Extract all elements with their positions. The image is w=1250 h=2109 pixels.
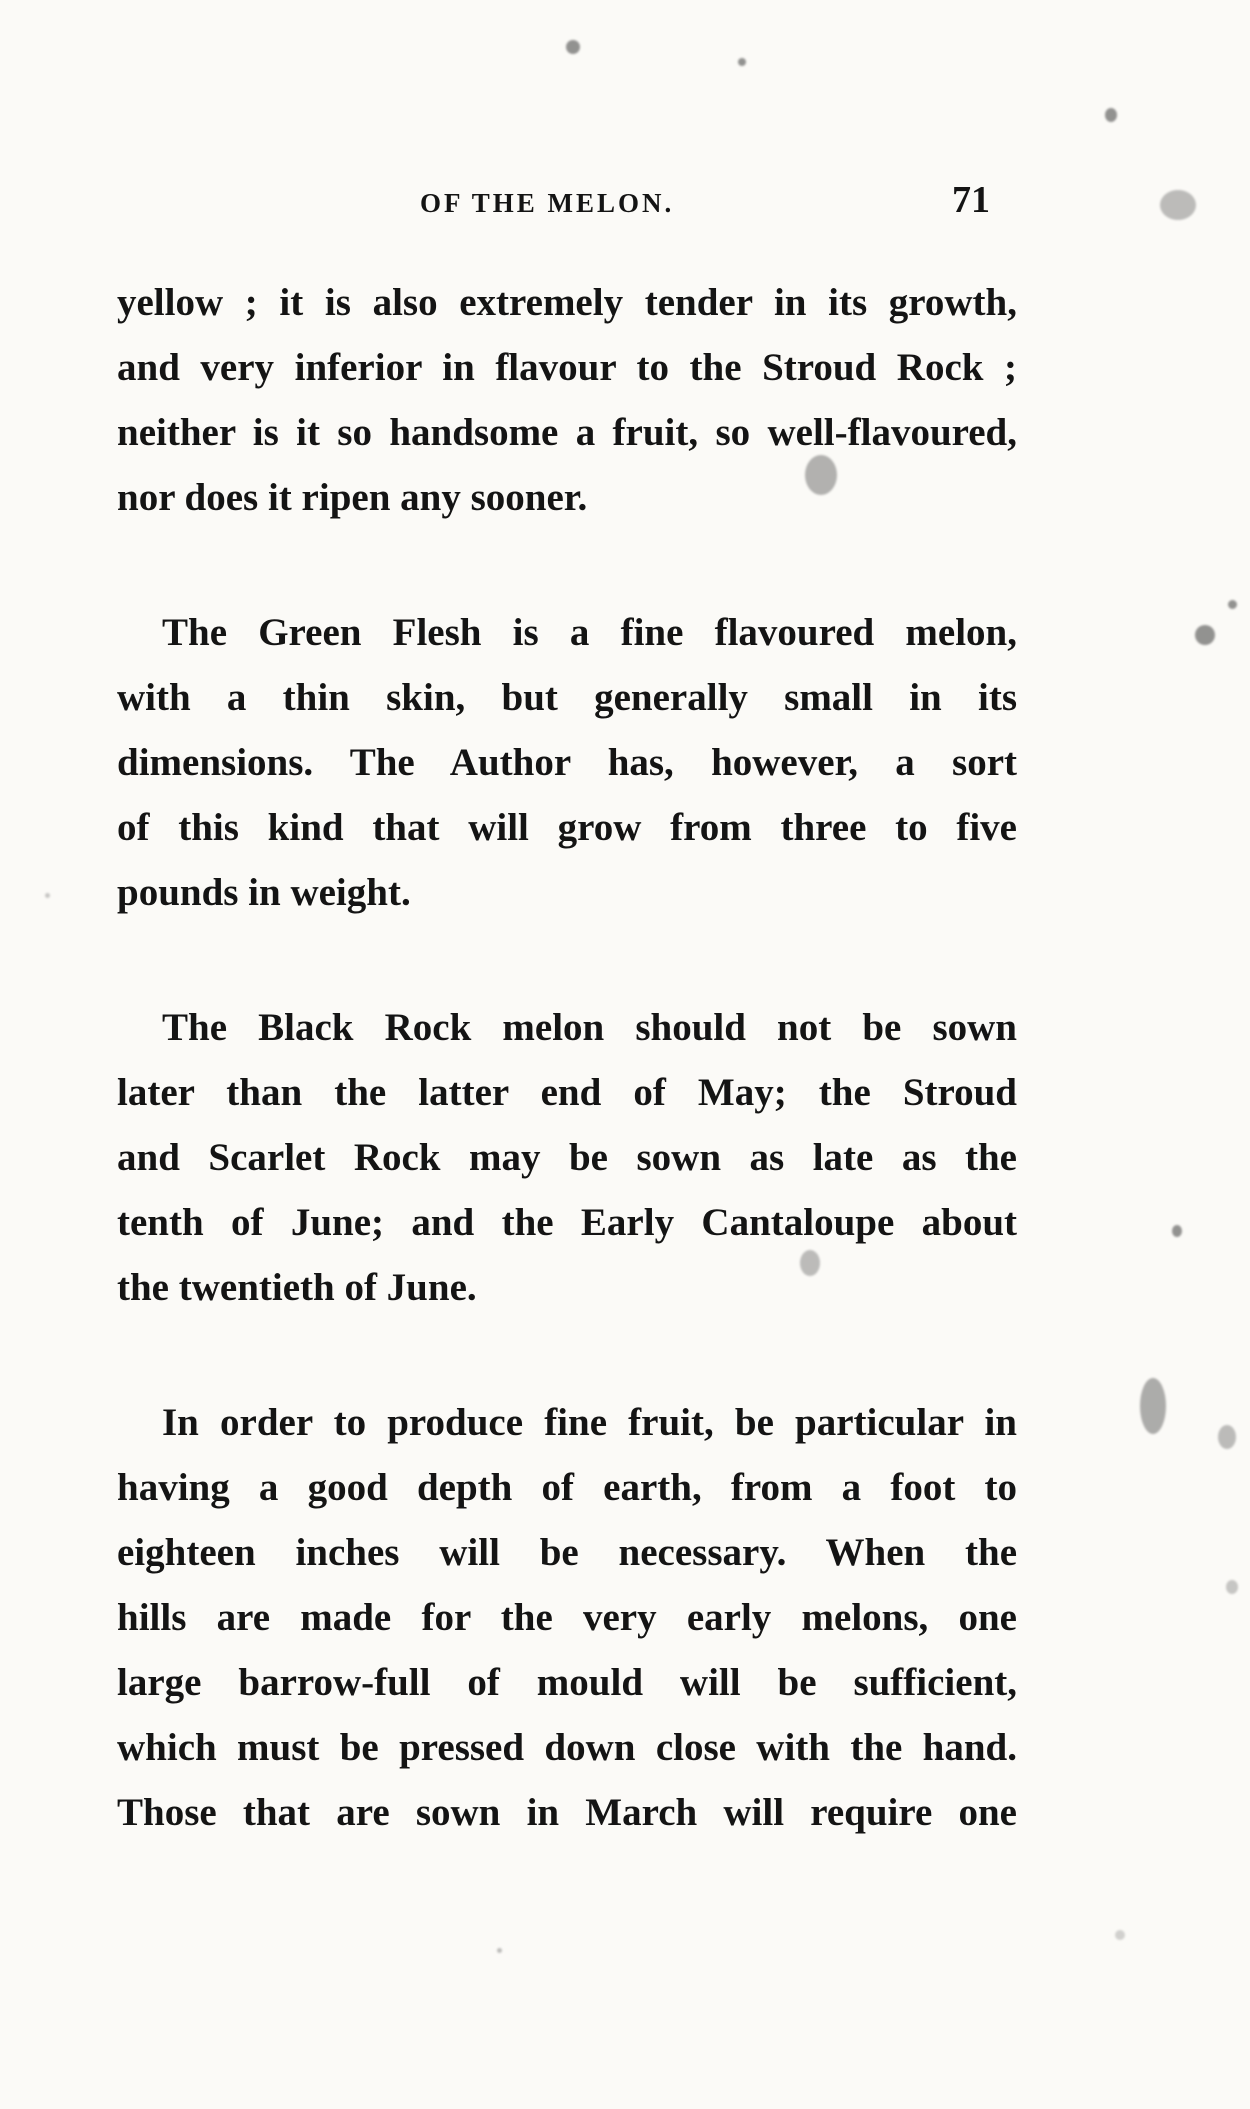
text-line: yellow ; it is also extremely tender in its growth, <box>117 281 1017 324</box>
text-line: which must be pressed down close with the hand. <box>117 1726 1017 1769</box>
foxing-spot <box>1172 1225 1182 1237</box>
foxing-spot <box>566 40 580 54</box>
foxing-spot <box>738 58 746 66</box>
text-line: the twentieth of June. <box>117 1266 477 1309</box>
page-number: 71 <box>952 179 990 221</box>
body-text <box>117 270 1017 1915</box>
foxing-spot <box>1140 1378 1166 1434</box>
text-line: In order to produce fine fruit, be particular in <box>162 1401 1017 1444</box>
text-line: dimensions. The Author has, however, a sort <box>117 741 1017 784</box>
paragraph <box>117 995 1017 1320</box>
foxing-spot <box>1105 108 1117 122</box>
text-line: eighteen inches will be necessary. When the <box>117 1531 1017 1574</box>
text-line: later than the latter end of May; the Stroud <box>117 1071 1017 1114</box>
page-header <box>0 178 1250 228</box>
text-line: and very inferior in flavour to the Stroud Rock ; <box>117 346 1017 389</box>
paragraph <box>117 600 1017 925</box>
text-line: nor does it ripen any sooner. <box>117 476 588 519</box>
text-line: The Black Rock melon should not be sown <box>162 1006 1017 1049</box>
text-line: tenth of June; and the Early Cantaloupe about <box>117 1201 1017 1244</box>
foxing-spot <box>1228 600 1237 609</box>
foxing-spot <box>1195 625 1215 645</box>
text-line: pounds in weight. <box>117 871 411 914</box>
text-line: having a good depth of earth, from a foot to <box>117 1466 1017 1509</box>
text-line: Those that are sown in March will require one <box>117 1791 1017 1834</box>
paragraph <box>117 1390 1017 1845</box>
text-line: neither is it so handsome a fruit, so well-flavoured, <box>117 411 1017 454</box>
text-line: The Green Flesh is a fine flavoured melon, <box>162 611 1017 654</box>
text-line: of this kind that will grow from three to five <box>117 806 1017 849</box>
foxing-spot <box>45 893 50 898</box>
foxing-spot <box>1226 1580 1238 1594</box>
text-line: large barrow-full of mould will be sufficient, <box>117 1661 1017 1704</box>
foxing-spot <box>497 1948 502 1953</box>
running-head: OF THE MELON. <box>420 188 675 218</box>
foxing-spot <box>1115 1930 1125 1940</box>
text-line: hills are made for the very early melons, one <box>117 1596 1017 1639</box>
text-line: with a thin skin, but generally small in its <box>117 676 1017 719</box>
paragraph <box>117 270 1017 530</box>
foxing-spot <box>1218 1425 1236 1449</box>
text-line: and Scarlet Rock may be sown as late as the <box>117 1136 1017 1179</box>
